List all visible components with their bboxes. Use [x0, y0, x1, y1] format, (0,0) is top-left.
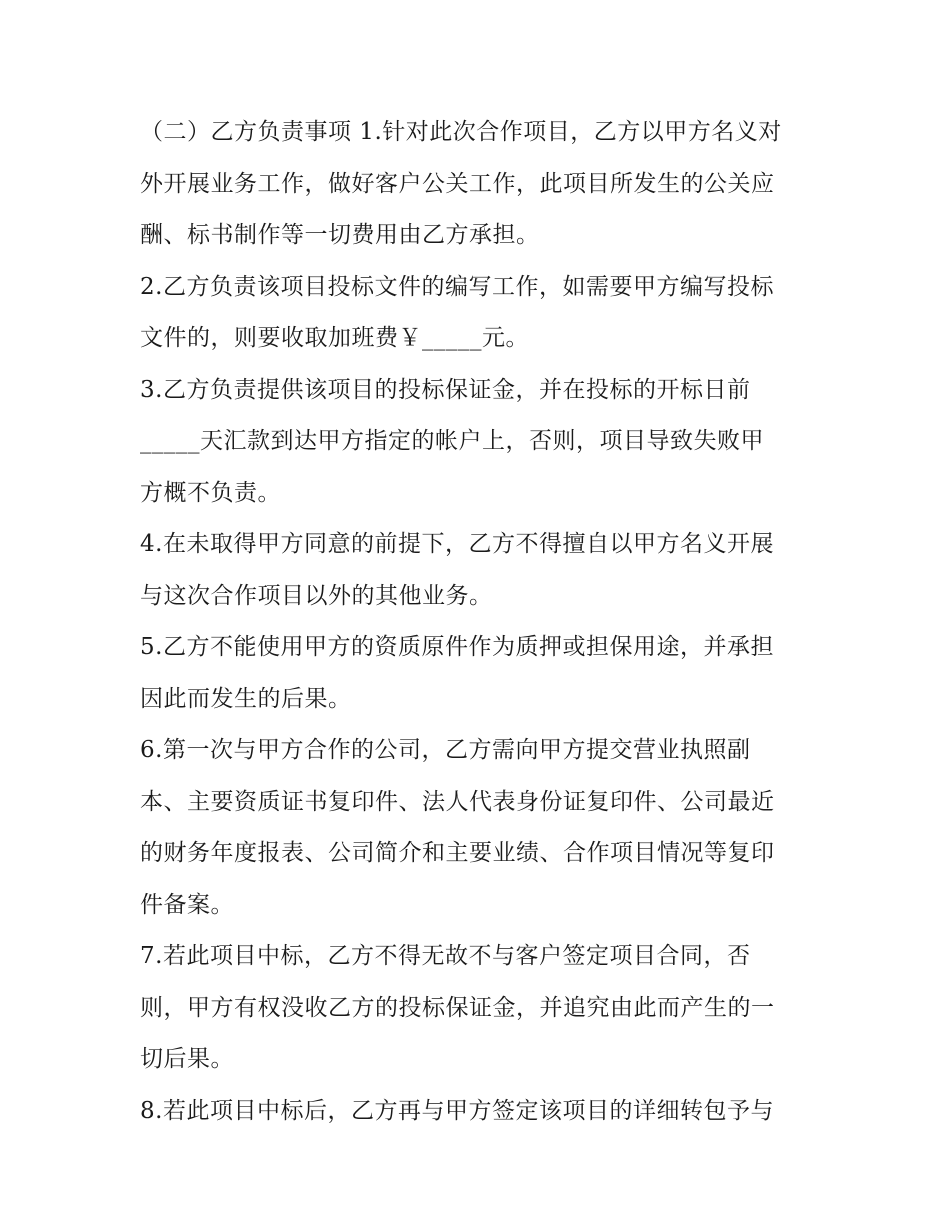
- text-line: 切后果。: [140, 1046, 234, 1072]
- text-line: 8.若此项目中标后，乙方再与甲方签定该项目的详细转包予与: [140, 1097, 774, 1124]
- text-line: 则，甲方有权没收乙方的投标保证金，并追究由此而产生的一: [140, 994, 775, 1021]
- text-line: 3.乙方负责提供该项目的投标保证金，并在投标的开标日前: [140, 376, 751, 403]
- document-body: [140, 107, 820, 1137]
- text-line: 6.第一次与甲方合作的公司，乙方需向甲方提交营业执照副: [140, 737, 751, 763]
- text-line: 酬、标书制作等一切费用由乙方承担。: [140, 222, 540, 248]
- text-line: 5.乙方不能使用甲方的资质原件作为质押或担保用途，并承担: [140, 634, 774, 660]
- text-line: 与这次合作项目以外的其他业务。: [140, 582, 493, 609]
- text-line: 本、主要资质证书复印件、法人代表身份证复印件、公司最近: [140, 788, 775, 815]
- text-line: （二）乙方负责事项 1.针对此次合作项目，乙方以甲方名义对: [140, 119, 782, 145]
- text-line: 因此而发生的后果。: [140, 685, 352, 712]
- text-line: 外开展业务工作，做好客户公关工作，此项目所发生的公关应: [140, 170, 775, 197]
- text-line: 的财务年度报表、公司简介和主要业绩、合作项目情况等复印: [140, 840, 775, 866]
- text-line: 4.在未取得甲方同意的前提下，乙方不得擅自以甲方名义开展: [140, 531, 774, 557]
- text-line: 7.若此项目中标，乙方不得无故不与客户签定项目合同，否: [140, 943, 751, 969]
- text-line: 方概不负责。: [140, 479, 281, 506]
- text-line: _____天汇款到达甲方指定的帐户上，否则，项目导致失败甲: [140, 428, 764, 454]
- text-line: 件备案。: [140, 891, 234, 918]
- text-line: 文件的，则要收取加班费￥_____元。: [140, 325, 529, 351]
- text-line: 2.乙方负责该项目投标文件的编写工作，如需要甲方编写投标: [140, 273, 774, 300]
